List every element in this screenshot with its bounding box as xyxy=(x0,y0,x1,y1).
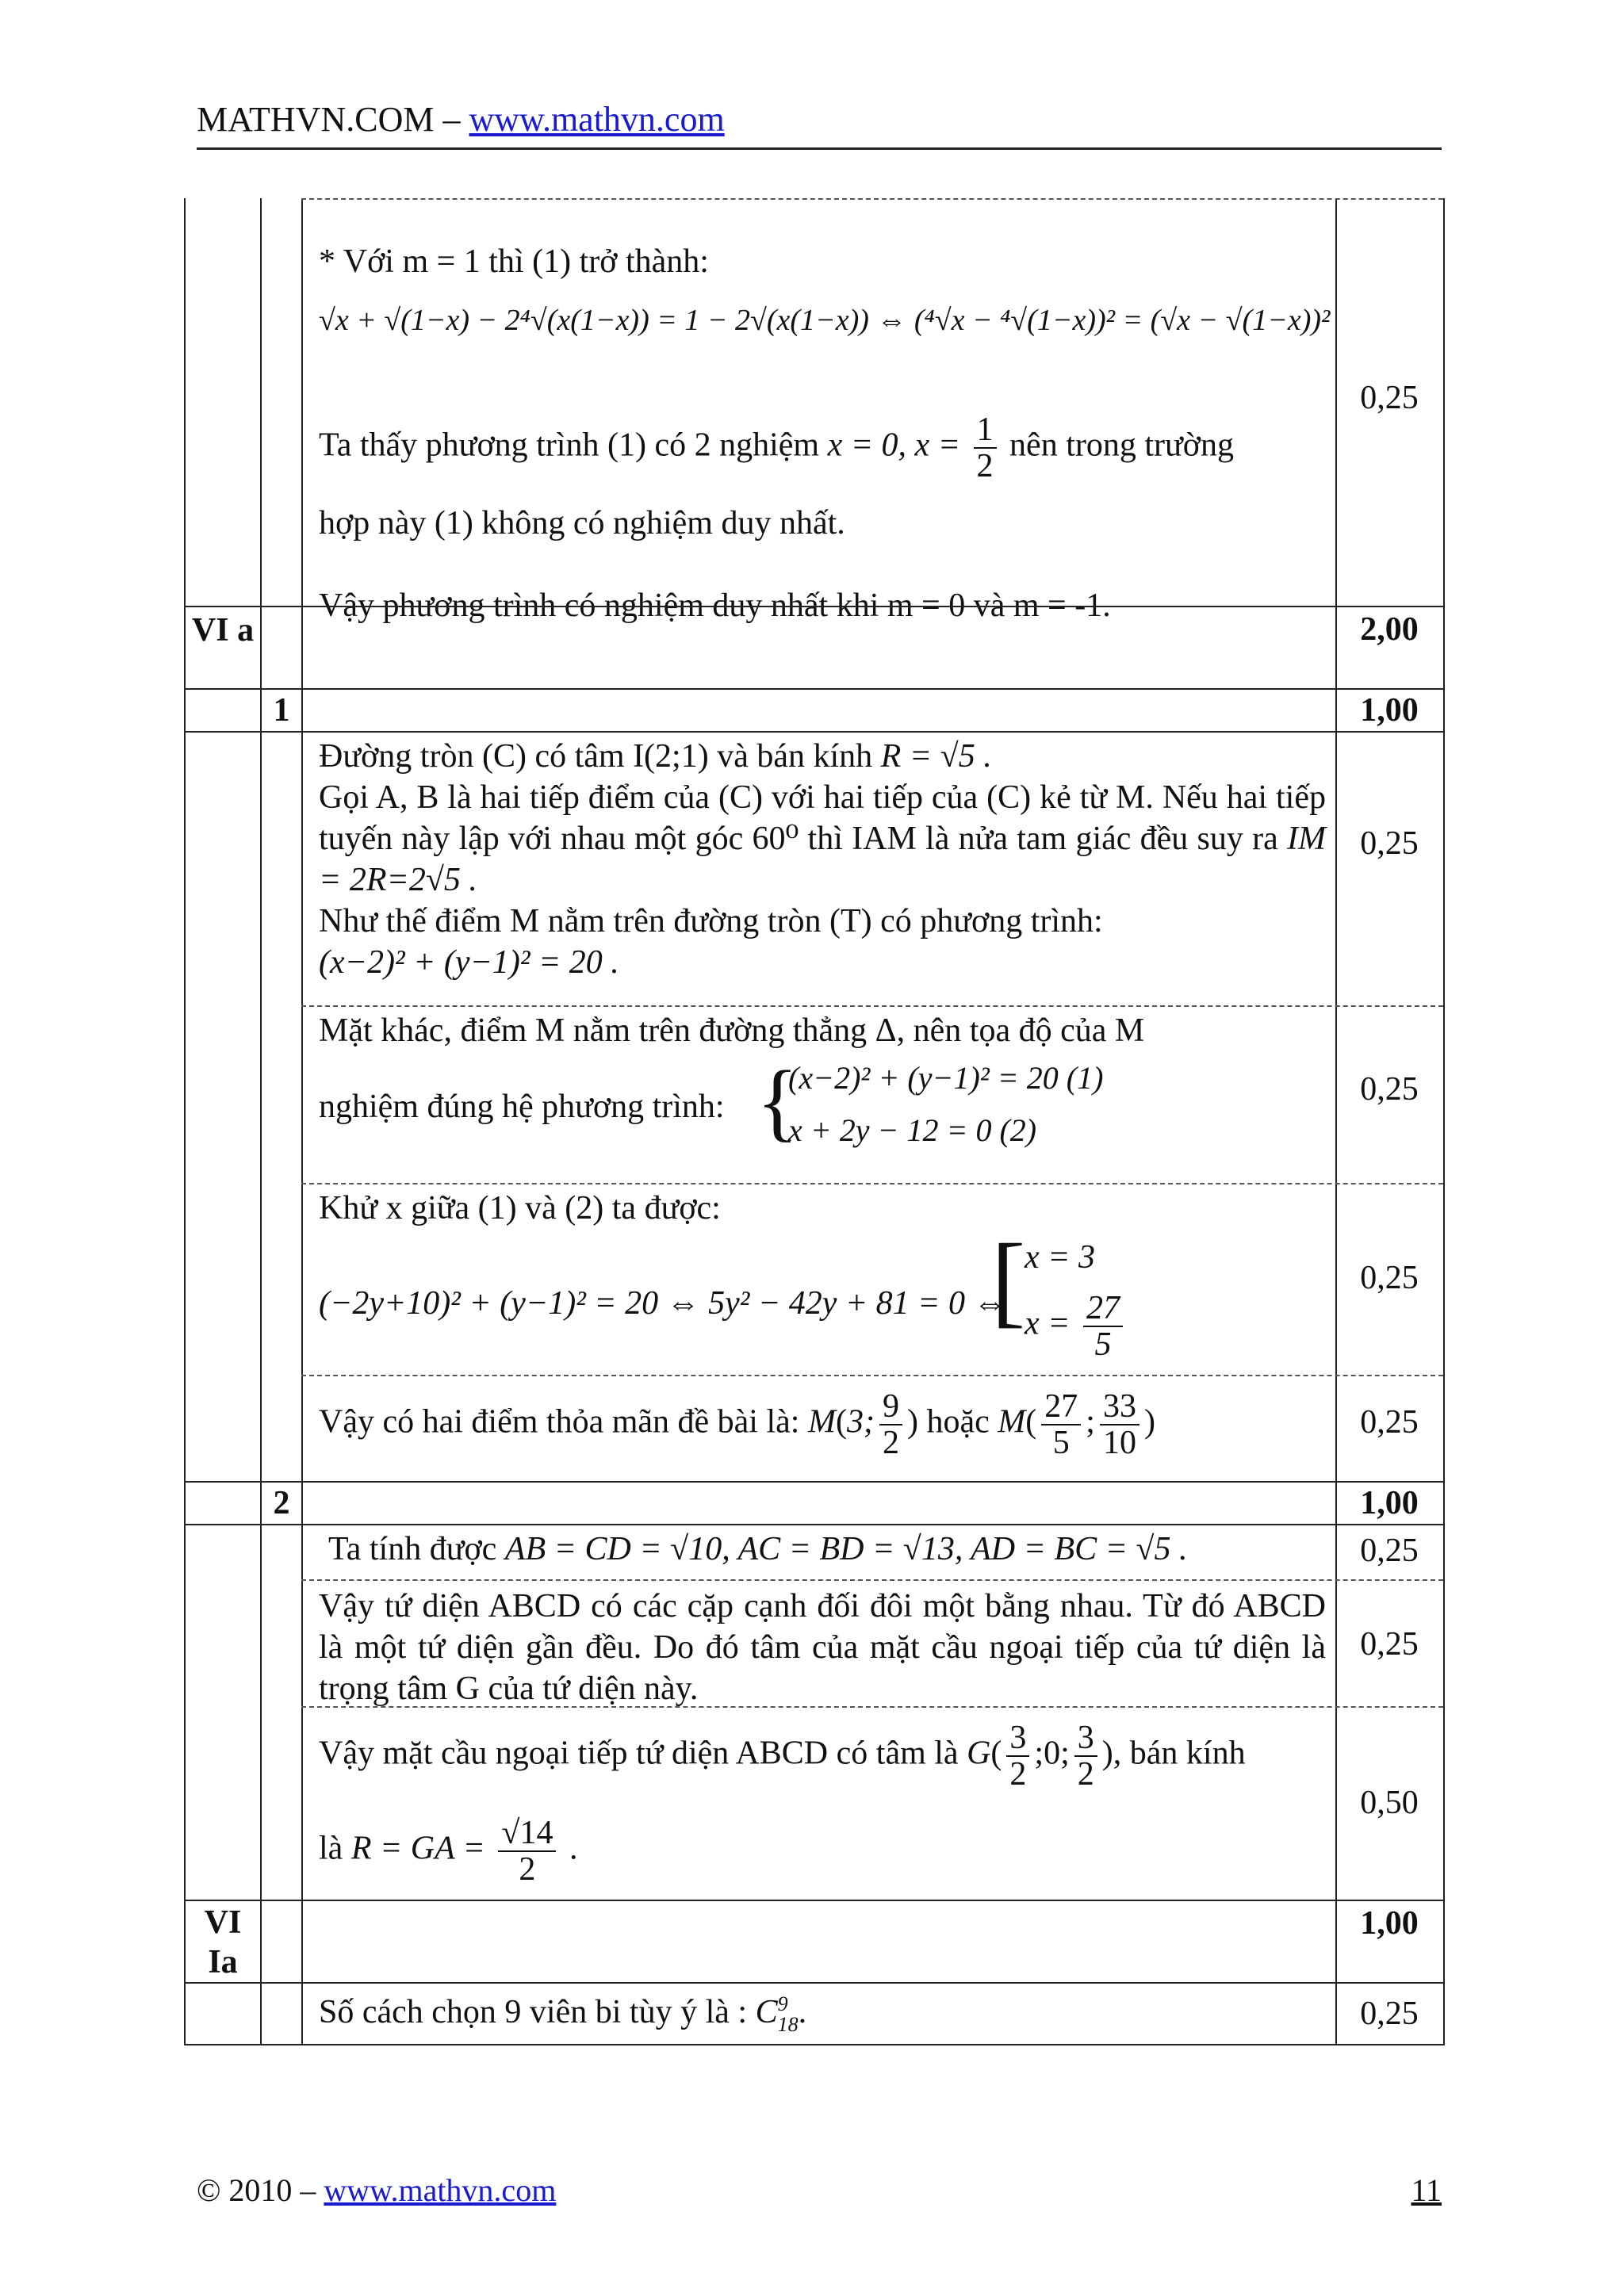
g-mid: ;0; xyxy=(1034,1735,1070,1772)
fraction xyxy=(1074,1720,1097,1792)
score: 2,00 xyxy=(1360,611,1419,648)
copyright: © 2010 – xyxy=(197,2172,324,2208)
fraction xyxy=(879,1389,902,1460)
solution-1: x = 3 xyxy=(1025,1239,1095,1276)
row-line xyxy=(186,1900,1443,1901)
score: 0,50 xyxy=(1360,1785,1419,1821)
fraction xyxy=(498,1816,556,1887)
row-line xyxy=(301,1579,1443,1581)
point-m1-x: 3; xyxy=(846,1403,875,1441)
combination-text: Số cách chọn 9 viên bi tùy ý là : xyxy=(319,1994,748,2030)
or-text: hoặc xyxy=(926,1403,990,1441)
row-line xyxy=(301,1183,1443,1184)
solution-2 xyxy=(1025,1291,1128,1362)
score: 0,25 xyxy=(1360,1626,1419,1663)
radius-text: , bán kính xyxy=(1113,1735,1246,1772)
row-line xyxy=(186,731,1443,733)
frac-den: 5 xyxy=(1094,1326,1112,1363)
frac-num: 9 xyxy=(879,1389,902,1425)
frac-num: 27 xyxy=(1083,1291,1123,1327)
roots-values: x = 0, x = xyxy=(827,427,961,464)
m1-conclusion: hợp này (1) không có nghiệm duy nhất. xyxy=(319,505,845,541)
col-line xyxy=(1335,198,1337,2044)
system-brace: { xyxy=(756,1053,799,1150)
combination-line xyxy=(319,1992,1326,2035)
circle-t-equation: (x−2)² + (y−1)² = 20 . xyxy=(319,944,619,981)
score: 0,25 xyxy=(1360,1260,1419,1296)
footer-link[interactable]: www.mathvn.com xyxy=(324,2172,557,2208)
radius-eq: R = GA = xyxy=(350,1830,485,1867)
m1-roots-line xyxy=(319,412,1334,484)
roots-text-end: nên trong trường xyxy=(1009,427,1234,464)
combination-c: C xyxy=(755,1994,778,2030)
row-line xyxy=(186,606,1443,607)
part-label: 2 xyxy=(273,1485,290,1521)
tangent-paragraph: Gọi A, B là hai tiếp điểm của (C) với hai tiếp của (C) kẻ từ M. Nếu hai tiếp tuyến này lập với nhau một góc 60⁰ thì IAM là nửa tam giác đều suy ra xyxy=(319,779,1326,857)
site-name: MATHVN.COM – xyxy=(197,100,469,139)
edges-line xyxy=(328,1529,1327,1570)
row-line xyxy=(301,1375,1443,1376)
row-line xyxy=(301,198,1443,200)
page-footer xyxy=(197,2171,1442,2218)
tetrahedron-text: Vậy tứ diện ABCD có các cặp cạnh đối đôi một bằng nhau. Từ đó ABCD là một tứ diện gần đều. Do đó tâm của mặt cầu ngoại tiếp của tứ diện là trọng tâm G của tứ diện này. xyxy=(319,1588,1326,1707)
row-line xyxy=(301,1005,1443,1007)
section-label: VI Ia xyxy=(204,1904,242,1980)
row-line xyxy=(186,1524,1443,1525)
fraction xyxy=(1083,1291,1123,1362)
part-label: 1 xyxy=(273,692,290,729)
section-label: VI a xyxy=(191,612,255,649)
point-m1: M xyxy=(807,1403,836,1441)
roots-text: Ta thấy phương trình (1) có 2 nghiệm xyxy=(319,427,820,464)
line-delta-text: Mặt khác, điểm M nằm trên đường thẳng Δ, nên tọa độ của M xyxy=(319,1012,1145,1049)
m1-equation: √x + √(1−x) − 2⁴√(x(1−x)) = 1 − 2√(x(1−x)) ⇔ (⁴√x − ⁴√(1−x))² = (√x − √(1−x))² xyxy=(319,304,1331,337)
m1-intro: * Với m = 1 thì (1) trở thành: xyxy=(319,243,709,280)
frac-num: 1 xyxy=(974,412,997,449)
frac-num: 3 xyxy=(1006,1720,1029,1757)
row-line xyxy=(186,1481,1443,1483)
circle-text: Đường tròn (C) có tâm I(2;1) và bán kính xyxy=(319,738,873,775)
header-link[interactable]: www.mathvn.com xyxy=(469,100,725,139)
system-eq1: (x−2)² + (y−1)² = 20 (1) xyxy=(788,1060,1104,1096)
sol2-text: x = xyxy=(1025,1305,1071,1342)
edges-equation: AB = CD = √10, AC = BD = √13, AD = BC = √5 . xyxy=(504,1531,1188,1567)
fraction xyxy=(1041,1389,1081,1460)
frac-den: 2 xyxy=(1009,1756,1027,1793)
frac-den: 5 xyxy=(1052,1425,1070,1461)
sphere-line: Vậy mặt cầu ngoại tiếp tứ diện ABCD có tâm là G( $\frac{3}{2}$ ;0; $\frac{3}{2}$ ), bán kính xyxy=(319,1720,1246,1793)
la-text: là xyxy=(319,1830,343,1867)
edges-text: Ta tính được xyxy=(328,1531,497,1567)
c-sub: 18 xyxy=(777,2013,799,2037)
period: . xyxy=(569,1830,578,1867)
points-text: Vậy có hai điểm thỏa mãn đề bài là: xyxy=(319,1403,800,1441)
circle-line xyxy=(319,736,1326,777)
col-line xyxy=(260,198,262,2044)
score: 1,00 xyxy=(1360,692,1419,729)
system-intro: nghiệm đúng hệ phương trình: xyxy=(319,1089,725,1125)
frac-num: 3 xyxy=(1074,1720,1097,1757)
tangent-text xyxy=(319,777,1326,901)
row-line xyxy=(301,1706,1443,1708)
c-sup: 9 xyxy=(777,1992,788,2016)
frac-num: 27 xyxy=(1041,1389,1081,1425)
points-line: Vậy có hai điểm thỏa mãn đề bài là: M(3; $\frac{9}{2}$ ) hoặc M( $\frac{27}{5}$ ; $\frac{33}{10}$ ) xyxy=(319,1388,1155,1461)
score: 0,25 xyxy=(1360,1996,1419,2032)
frac-den: 2 xyxy=(519,1851,536,1888)
fraction xyxy=(1100,1389,1139,1460)
score: 0,25 xyxy=(1360,380,1419,416)
answer-table xyxy=(184,198,1445,2045)
score: 1,00 xyxy=(1360,1485,1419,1521)
page-number: 11 xyxy=(1411,2172,1442,2208)
system-eq2: x + 2y − 12 = 0 (2) xyxy=(788,1112,1037,1148)
im-value: IM = 2R=2√5 . xyxy=(319,821,1326,898)
frac-num: 33 xyxy=(1100,1389,1139,1425)
col-line xyxy=(301,198,303,2044)
final-conclusion: Vậy phương trình có nghiệm duy nhất khi m = 0 và m = -1. xyxy=(319,587,1111,624)
eliminate-text: Khử x giữa (1) và (2) ta được: xyxy=(319,1190,721,1226)
row-line xyxy=(186,688,1443,690)
circle-t-text: Như thế điểm M nằm trên đường tròn (T) có phương trình: xyxy=(319,903,1103,939)
point-m2: M xyxy=(998,1403,1026,1441)
sphere-text: Vậy mặt cầu ngoại tiếp tứ diện ABCD có tâm là xyxy=(319,1735,959,1772)
fraction xyxy=(1006,1720,1029,1792)
solution-bracket: [ xyxy=(991,1223,1026,1337)
radius-line xyxy=(319,1816,1326,1887)
score: 0,25 xyxy=(1360,825,1419,862)
frac-den: 2 xyxy=(882,1425,899,1461)
row-line xyxy=(186,1982,1443,1984)
fraction xyxy=(974,412,997,484)
frac-den: 2 xyxy=(1077,1756,1094,1793)
score: 0,25 xyxy=(1360,1404,1419,1441)
score: 0,25 xyxy=(1360,1071,1419,1108)
combination-indices xyxy=(778,1994,799,2035)
page-header xyxy=(197,98,1442,150)
center-g: G xyxy=(967,1735,991,1772)
quadratic-equation: (−2y+10)² + (y−1)² = 20 ⇔ 5y² − 42y + 81 = 0 ⇔ xyxy=(319,1285,1007,1322)
radius: R = √5 . xyxy=(880,738,992,775)
frac-den: 10 xyxy=(1102,1425,1136,1461)
frac-den: 2 xyxy=(976,448,994,484)
period: . xyxy=(798,1994,807,2030)
frac-num: √14 xyxy=(498,1816,556,1852)
score: 0,25 xyxy=(1360,1533,1419,1569)
score: 1,00 xyxy=(1360,1905,1419,1942)
